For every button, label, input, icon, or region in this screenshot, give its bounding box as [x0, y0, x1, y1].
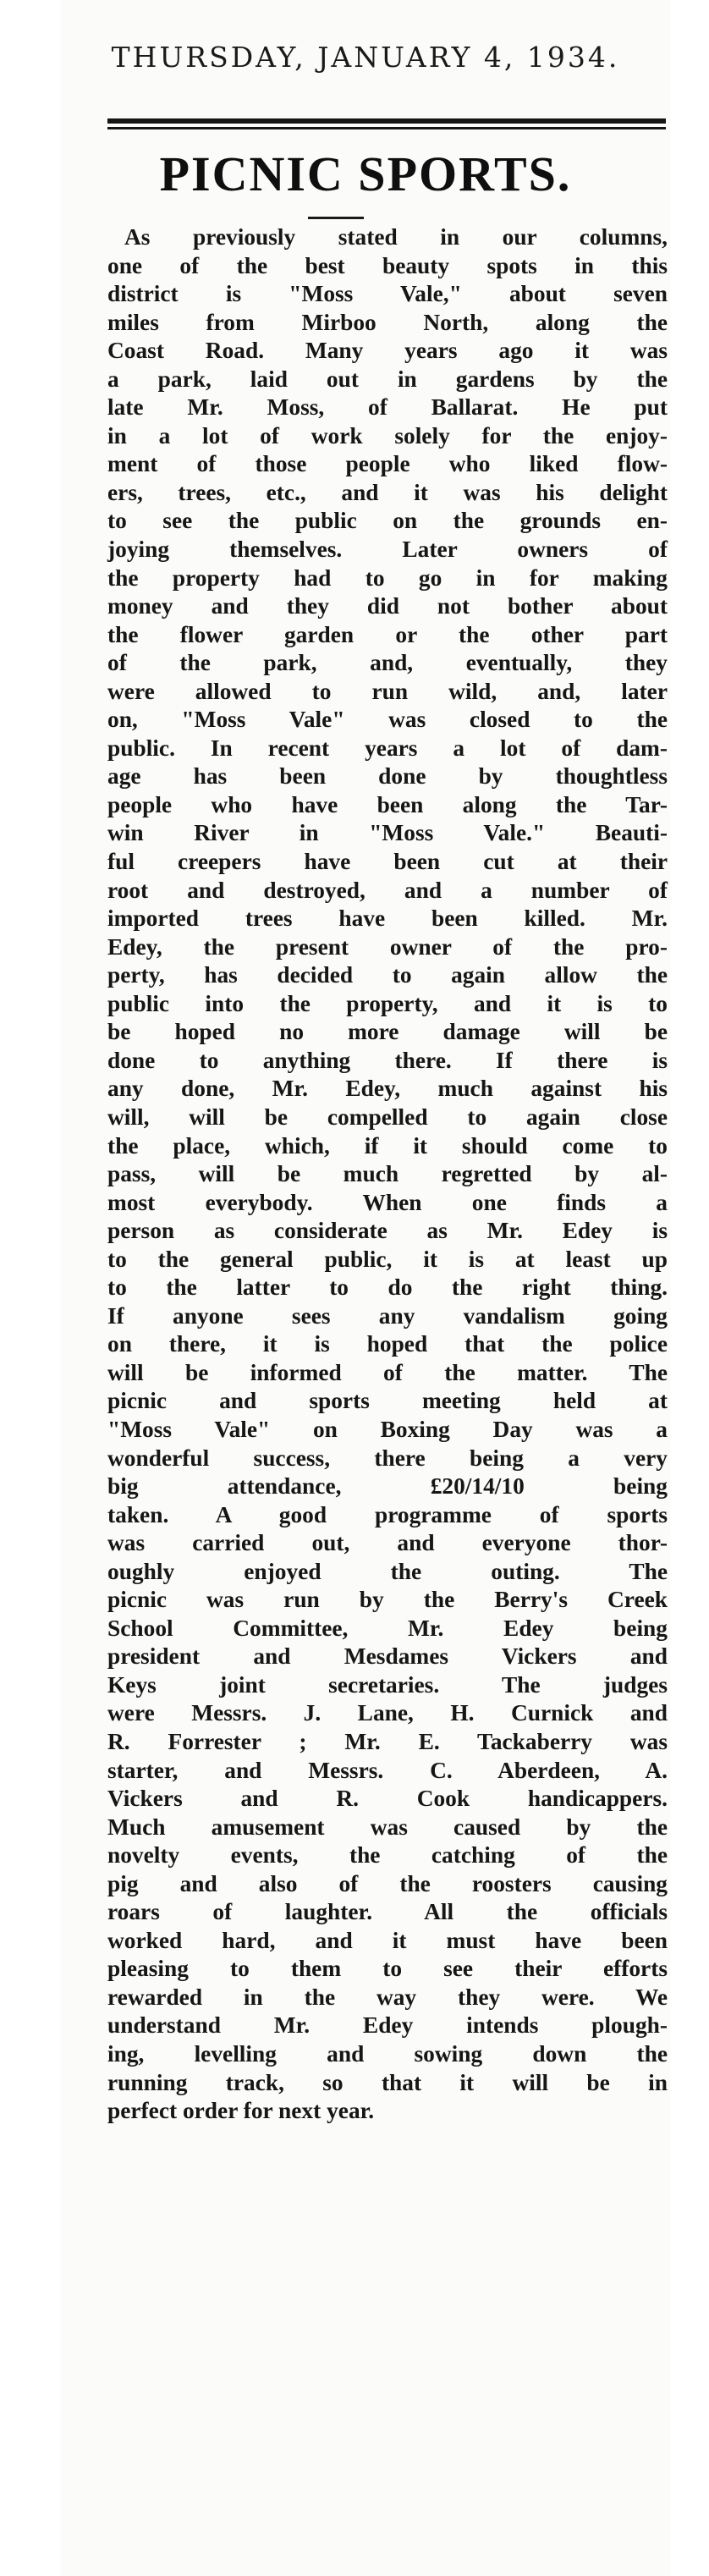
article-line: district is "Moss Vale," about seven — [107, 281, 668, 307]
article-line: picnic was run by the Berry's Creek — [107, 1587, 668, 1613]
article-line: perfect order for next year. — [107, 2098, 375, 2124]
article-line: win River in "Moss Vale." Beauti- — [107, 820, 668, 846]
article-line: ers, trees, etc., and it was his delight — [107, 479, 668, 505]
article-line: money and they did not bother about — [107, 593, 668, 619]
article-line: Coast Road. Many years ago it was — [107, 338, 668, 364]
article-line: the place, which, if it should come to — [107, 1132, 668, 1159]
article-line: miles from Mirboo North, along the — [107, 309, 668, 335]
article-line: were Messrs. J. Lane, H. Curnick and — [107, 1700, 668, 1726]
article-line: rewarded in the way they were. We — [107, 1984, 668, 2010]
article-line: root and destroyed, and a number of — [107, 877, 668, 903]
article-line: late Mr. Moss, of Ballarat. He put — [107, 394, 668, 421]
article-line: people who have been along the Tar- — [107, 791, 668, 817]
article-body — [107, 223, 668, 2126]
header-rule-thick — [107, 118, 666, 124]
article-line: most everybody. When one finds a — [107, 1189, 668, 1215]
article-line: were allowed to run wild, and, later — [107, 678, 668, 704]
article-line: ing, levelling and sowing down the — [107, 2041, 668, 2067]
article-line: wonderful success, there being a very — [107, 1445, 668, 1471]
article-line: School Committee, Mr. Edey being — [107, 1615, 668, 1641]
newspaper-clipping — [61, 0, 670, 2576]
article-line: Vickers and R. Cook handicappers. — [107, 1786, 668, 1812]
article-line: public. In recent years a lot of dam- — [107, 735, 668, 761]
article-line: to the general public, it is at least up — [107, 1246, 668, 1272]
article-line: big attendance, £20/14/10 being — [107, 1473, 668, 1500]
article-line: understand Mr. Edey intends plough- — [107, 2012, 668, 2039]
article-line: worked hard, and it must have been — [107, 1927, 668, 1953]
article-line: of the park, and, eventually, they — [107, 650, 668, 676]
article-line: As previously stated in our columns, — [124, 224, 668, 250]
article-line: roars of laughter. All the officials — [107, 1899, 668, 1925]
article-line: the flower garden or the other part — [107, 621, 668, 647]
article-line: in a lot of work solely for the enjoy- — [107, 422, 668, 449]
header-rule-thin — [107, 127, 666, 129]
article-line: public into the property, and it is to — [107, 990, 668, 1016]
article-line: the property had to go in for making — [107, 564, 668, 591]
article-line: be hoped no more damage will be — [107, 1019, 668, 1045]
article-line: ful creepers have been cut at their — [107, 849, 668, 875]
article-line: ment of those people who liked flow- — [107, 451, 668, 477]
article-line: on, "Moss Vale" was closed to the — [107, 707, 668, 733]
article-line: joying themselves. Later owners of — [107, 537, 668, 563]
article-line: perty, has decided to again allow the — [107, 962, 668, 988]
article-line: age has been done by thoughtless — [107, 763, 668, 790]
article-line: Much amusement was caused by the — [107, 1814, 668, 1840]
article-line: a park, laid out in gardens by the — [107, 366, 668, 392]
article-line: taken. A good programme of sports — [107, 1501, 668, 1527]
article-line: person as considerate as Mr. Edey is — [107, 1218, 668, 1244]
article-line: pleasing to them to see their efforts — [107, 1956, 668, 1982]
article-line: novelty events, the catching of the — [107, 1842, 668, 1869]
article-line: one of the best beauty spots in this — [107, 252, 668, 278]
article-line: imported trees have been killed. Mr. — [107, 905, 668, 932]
article-line: to the latter to do the right thing. — [107, 1274, 668, 1301]
article-line: will be informed of the matter. The — [107, 1359, 668, 1385]
article-line: picnic and sports meeting held at — [107, 1388, 668, 1414]
article-line: any done, Mr. Edey, much against his — [107, 1076, 668, 1102]
article-line: oughly enjoyed the outing. The — [107, 1558, 668, 1584]
article-headline: PICNIC SPORTS. — [159, 146, 572, 201]
article-line: pig and also of the roosters causing — [107, 1870, 668, 1896]
article-line: on there, it is hoped that the police — [107, 1331, 668, 1357]
article-line: R. Forrester ; Mr. E. Tackaberry was — [107, 1728, 668, 1754]
article-line: Edey, the present owner of the pro- — [107, 933, 668, 960]
article-line: done to anything there. If there is — [107, 1047, 668, 1073]
headline-underline — [308, 217, 364, 219]
article-line: was carried out, and everyone thor- — [107, 1530, 668, 1556]
article-line: will, will be compelled to again close — [107, 1104, 668, 1130]
dateline: THURSDAY, JANUARY 4, 1934. — [111, 41, 620, 74]
article-line: If anyone sees any vandalism going — [107, 1302, 668, 1329]
article-line: running track, so that it will be in — [107, 2069, 668, 2095]
article-line: starter, and Messrs. C. Aberdeen, A. — [107, 1757, 668, 1783]
article-line: Keys joint secretaries. The judges — [107, 1671, 668, 1698]
article-line: to see the public on the grounds en- — [107, 508, 668, 534]
article-line: "Moss Vale" on Boxing Day was a — [107, 1416, 668, 1442]
article-line: pass, will be much regretted by al- — [107, 1161, 668, 1187]
article-line: president and Mesdames Vickers and — [107, 1643, 668, 1670]
